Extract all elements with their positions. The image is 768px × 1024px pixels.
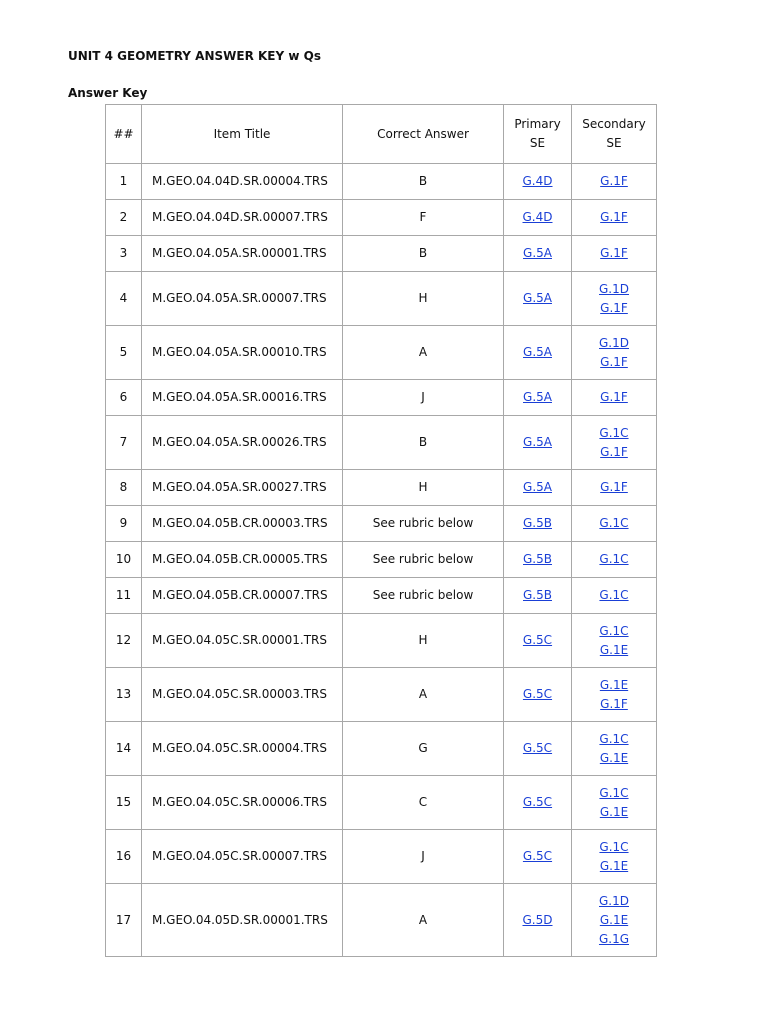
- table-row: [106, 722, 657, 776]
- row-number: 2: [106, 200, 142, 236]
- table-row: [106, 470, 657, 506]
- item-title: M.GEO.04.05A.SR.00010.TRS: [142, 326, 343, 380]
- secondary-se-link[interactable]: G.1F: [600, 246, 628, 260]
- secondary-se-link[interactable]: G.1C: [599, 552, 629, 566]
- primary-se-cell: [504, 830, 572, 884]
- secondary-se-link[interactable]: G.1E: [599, 677, 629, 692]
- correct-answer: H: [343, 272, 504, 326]
- header-correct-answer: Correct Answer: [343, 105, 504, 164]
- row-number: 3: [106, 236, 142, 272]
- primary-se-cell: [504, 542, 572, 578]
- secondary-se-cell: [572, 326, 657, 380]
- secondary-se-link[interactable]: G.1F: [600, 300, 628, 315]
- primary-se-link[interactable]: G.5C: [522, 741, 553, 755]
- row-number: 9: [106, 506, 142, 542]
- item-title: M.GEO.04.04D.SR.00004.TRS: [142, 164, 343, 200]
- header-item-title: Item Title: [142, 105, 343, 164]
- primary-se-link[interactable]: G.5C: [522, 795, 553, 809]
- correct-answer: H: [343, 470, 504, 506]
- secondary-se-cell: [572, 236, 657, 272]
- row-number: 7: [106, 416, 142, 470]
- item-title: M.GEO.04.05D.SR.00001.TRS: [142, 884, 343, 957]
- secondary-se-link[interactable]: G.1D: [599, 281, 629, 296]
- secondary-se-link[interactable]: G.1F: [600, 390, 628, 404]
- secondary-se-link[interactable]: G.1C: [599, 425, 629, 440]
- secondary-se-cell: [572, 542, 657, 578]
- table-row: [106, 506, 657, 542]
- row-number: 11: [106, 578, 142, 614]
- table-row: [106, 542, 657, 578]
- item-title: M.GEO.04.05C.SR.00007.TRS: [142, 830, 343, 884]
- row-number: 4: [106, 272, 142, 326]
- item-title: M.GEO.04.05A.SR.00007.TRS: [142, 272, 343, 326]
- secondary-se-cell: [572, 722, 657, 776]
- primary-se-link[interactable]: G.5A: [523, 435, 552, 449]
- secondary-se-link[interactable]: G.1C: [599, 516, 629, 530]
- primary-se-cell: [504, 470, 572, 506]
- table-row: [106, 200, 657, 236]
- item-title: M.GEO.04.05A.SR.00026.TRS: [142, 416, 343, 470]
- primary-se-cell: [504, 326, 572, 380]
- row-number: 6: [106, 380, 142, 416]
- table-row: [106, 830, 657, 884]
- primary-se-cell: [504, 506, 572, 542]
- secondary-se-link[interactable]: G.1E: [599, 642, 629, 657]
- row-number: 17: [106, 884, 142, 957]
- table-row: [106, 416, 657, 470]
- primary-se-cell: [504, 380, 572, 416]
- item-title: M.GEO.04.05B.CR.00003.TRS: [142, 506, 343, 542]
- secondary-se-cell: [572, 416, 657, 470]
- primary-se-cell: [504, 884, 572, 957]
- secondary-se-link[interactable]: G.1F: [600, 354, 628, 369]
- secondary-se-cell: [572, 614, 657, 668]
- header-secondary-se-line-2: SE: [606, 136, 622, 150]
- header-num: ##: [106, 105, 142, 164]
- primary-se-link[interactable]: G.5A: [523, 390, 552, 404]
- secondary-se-cell: [572, 200, 657, 236]
- primary-se-link[interactable]: G.5A: [523, 291, 552, 305]
- correct-answer: See rubric below: [343, 506, 504, 542]
- primary-se-link[interactable]: G.5C: [522, 633, 553, 647]
- correct-answer: See rubric below: [343, 578, 504, 614]
- row-number: 13: [106, 668, 142, 722]
- correct-answer: See rubric below: [343, 542, 504, 578]
- table-row: [106, 236, 657, 272]
- item-title: M.GEO.04.05B.CR.00005.TRS: [142, 542, 343, 578]
- secondary-se-link[interactable]: G.1F: [600, 444, 628, 459]
- primary-se-link[interactable]: G.5D: [522, 912, 553, 927]
- secondary-se-link[interactable]: G.1C: [599, 731, 629, 746]
- correct-answer: B: [343, 416, 504, 470]
- primary-se-link[interactable]: G.5A: [523, 480, 552, 494]
- primary-se-link[interactable]: G.5C: [522, 849, 553, 863]
- primary-se-cell: [504, 776, 572, 830]
- row-number: 5: [106, 326, 142, 380]
- correct-answer: J: [343, 380, 504, 416]
- item-title: M.GEO.04.05A.SR.00016.TRS: [142, 380, 343, 416]
- correct-answer: B: [343, 236, 504, 272]
- row-number: 8: [106, 470, 142, 506]
- correct-answer: H: [343, 614, 504, 668]
- primary-se-cell: [504, 578, 572, 614]
- answer-key-table: [105, 104, 657, 957]
- correct-answer: C: [343, 776, 504, 830]
- row-number: 12: [106, 614, 142, 668]
- primary-se-link[interactable]: G.4D: [522, 210, 553, 224]
- item-title: M.GEO.04.05C.SR.00001.TRS: [142, 614, 343, 668]
- table-body: [106, 164, 657, 957]
- primary-se-cell: [504, 614, 572, 668]
- table-row: [106, 380, 657, 416]
- item-title: M.GEO.04.05C.SR.00003.TRS: [142, 668, 343, 722]
- table-row: [106, 578, 657, 614]
- secondary-se-cell: [572, 884, 657, 957]
- table-row: [106, 776, 657, 830]
- section-title: Answer Key: [68, 86, 148, 100]
- item-title: M.GEO.04.05C.SR.00004.TRS: [142, 722, 343, 776]
- correct-answer: A: [343, 326, 504, 380]
- secondary-se-link[interactable]: G.1E: [599, 804, 629, 819]
- primary-se-link[interactable]: G.4D: [522, 174, 553, 188]
- secondary-se-cell: [572, 506, 657, 542]
- correct-answer: A: [343, 668, 504, 722]
- secondary-se-link[interactable]: G.1C: [599, 623, 629, 638]
- header-primary-se-line-2: SE: [529, 136, 546, 150]
- secondary-se-cell: [572, 776, 657, 830]
- primary-se-link[interactable]: G.5B: [523, 516, 552, 530]
- item-title: M.GEO.04.04D.SR.00007.TRS: [142, 200, 343, 236]
- secondary-se-cell: [572, 830, 657, 884]
- primary-se-cell: [504, 722, 572, 776]
- row-number: 16: [106, 830, 142, 884]
- secondary-se-cell: [572, 470, 657, 506]
- secondary-se-link[interactable]: G.1F: [600, 480, 628, 494]
- table-row: [106, 884, 657, 957]
- table-row: [106, 668, 657, 722]
- row-number: 14: [106, 722, 142, 776]
- table-row: [106, 614, 657, 668]
- correct-answer: F: [343, 200, 504, 236]
- document-title: UNIT 4 GEOMETRY ANSWER KEY w Qs: [68, 49, 321, 63]
- primary-se-cell: [504, 272, 572, 326]
- row-number: 15: [106, 776, 142, 830]
- primary-se-cell: [504, 164, 572, 200]
- header-secondary-se-line-1: Secondary: [582, 117, 646, 131]
- secondary-se-link[interactable]: G.1E: [599, 750, 629, 765]
- item-title: M.GEO.04.05C.SR.00006.TRS: [142, 776, 343, 830]
- secondary-se-link[interactable]: G.1D: [599, 335, 629, 350]
- table-row: [106, 326, 657, 380]
- secondary-se-cell: [572, 164, 657, 200]
- primary-se-link[interactable]: G.5A: [523, 345, 552, 359]
- secondary-se-cell: [572, 380, 657, 416]
- secondary-se-link[interactable]: G.1C: [599, 588, 629, 602]
- correct-answer: J: [343, 830, 504, 884]
- primary-se-cell: [504, 668, 572, 722]
- row-number: 10: [106, 542, 142, 578]
- table-header-row: [106, 105, 657, 164]
- item-title: M.GEO.04.05A.SR.00001.TRS: [142, 236, 343, 272]
- secondary-se-link[interactable]: G.1C: [599, 839, 629, 854]
- header-secondary-se: [572, 105, 657, 164]
- primary-se-link[interactable]: G.5B: [523, 552, 552, 566]
- secondary-se-cell: [572, 578, 657, 614]
- header-primary-se: [504, 105, 572, 164]
- correct-answer: G: [343, 722, 504, 776]
- secondary-se-link[interactable]: G.1F: [600, 210, 628, 224]
- primary-se-cell: [504, 236, 572, 272]
- secondary-se-link[interactable]: G.1F: [600, 174, 628, 188]
- primary-se-link[interactable]: G.5B: [523, 588, 552, 602]
- secondary-se-link[interactable]: G.1C: [599, 785, 629, 800]
- primary-se-cell: [504, 416, 572, 470]
- secondary-se-link[interactable]: G.1F: [600, 696, 628, 711]
- secondary-se-link[interactable]: G.1G: [598, 931, 630, 946]
- correct-answer: B: [343, 164, 504, 200]
- secondary-se-link[interactable]: G.1E: [599, 858, 629, 873]
- item-title: M.GEO.04.05B.CR.00007.TRS: [142, 578, 343, 614]
- header-primary-se-line-1: Primary: [514, 117, 561, 131]
- secondary-se-link[interactable]: G.1D: [599, 893, 629, 908]
- primary-se-cell: [504, 200, 572, 236]
- primary-se-link[interactable]: G.5A: [523, 246, 552, 260]
- table-row: [106, 164, 657, 200]
- secondary-se-cell: [572, 668, 657, 722]
- secondary-se-link[interactable]: G.1E: [599, 912, 629, 927]
- row-number: 1: [106, 164, 142, 200]
- item-title: M.GEO.04.05A.SR.00027.TRS: [142, 470, 343, 506]
- correct-answer: A: [343, 884, 504, 957]
- secondary-se-cell: [572, 272, 657, 326]
- table-row: [106, 272, 657, 326]
- primary-se-link[interactable]: G.5C: [522, 687, 553, 701]
